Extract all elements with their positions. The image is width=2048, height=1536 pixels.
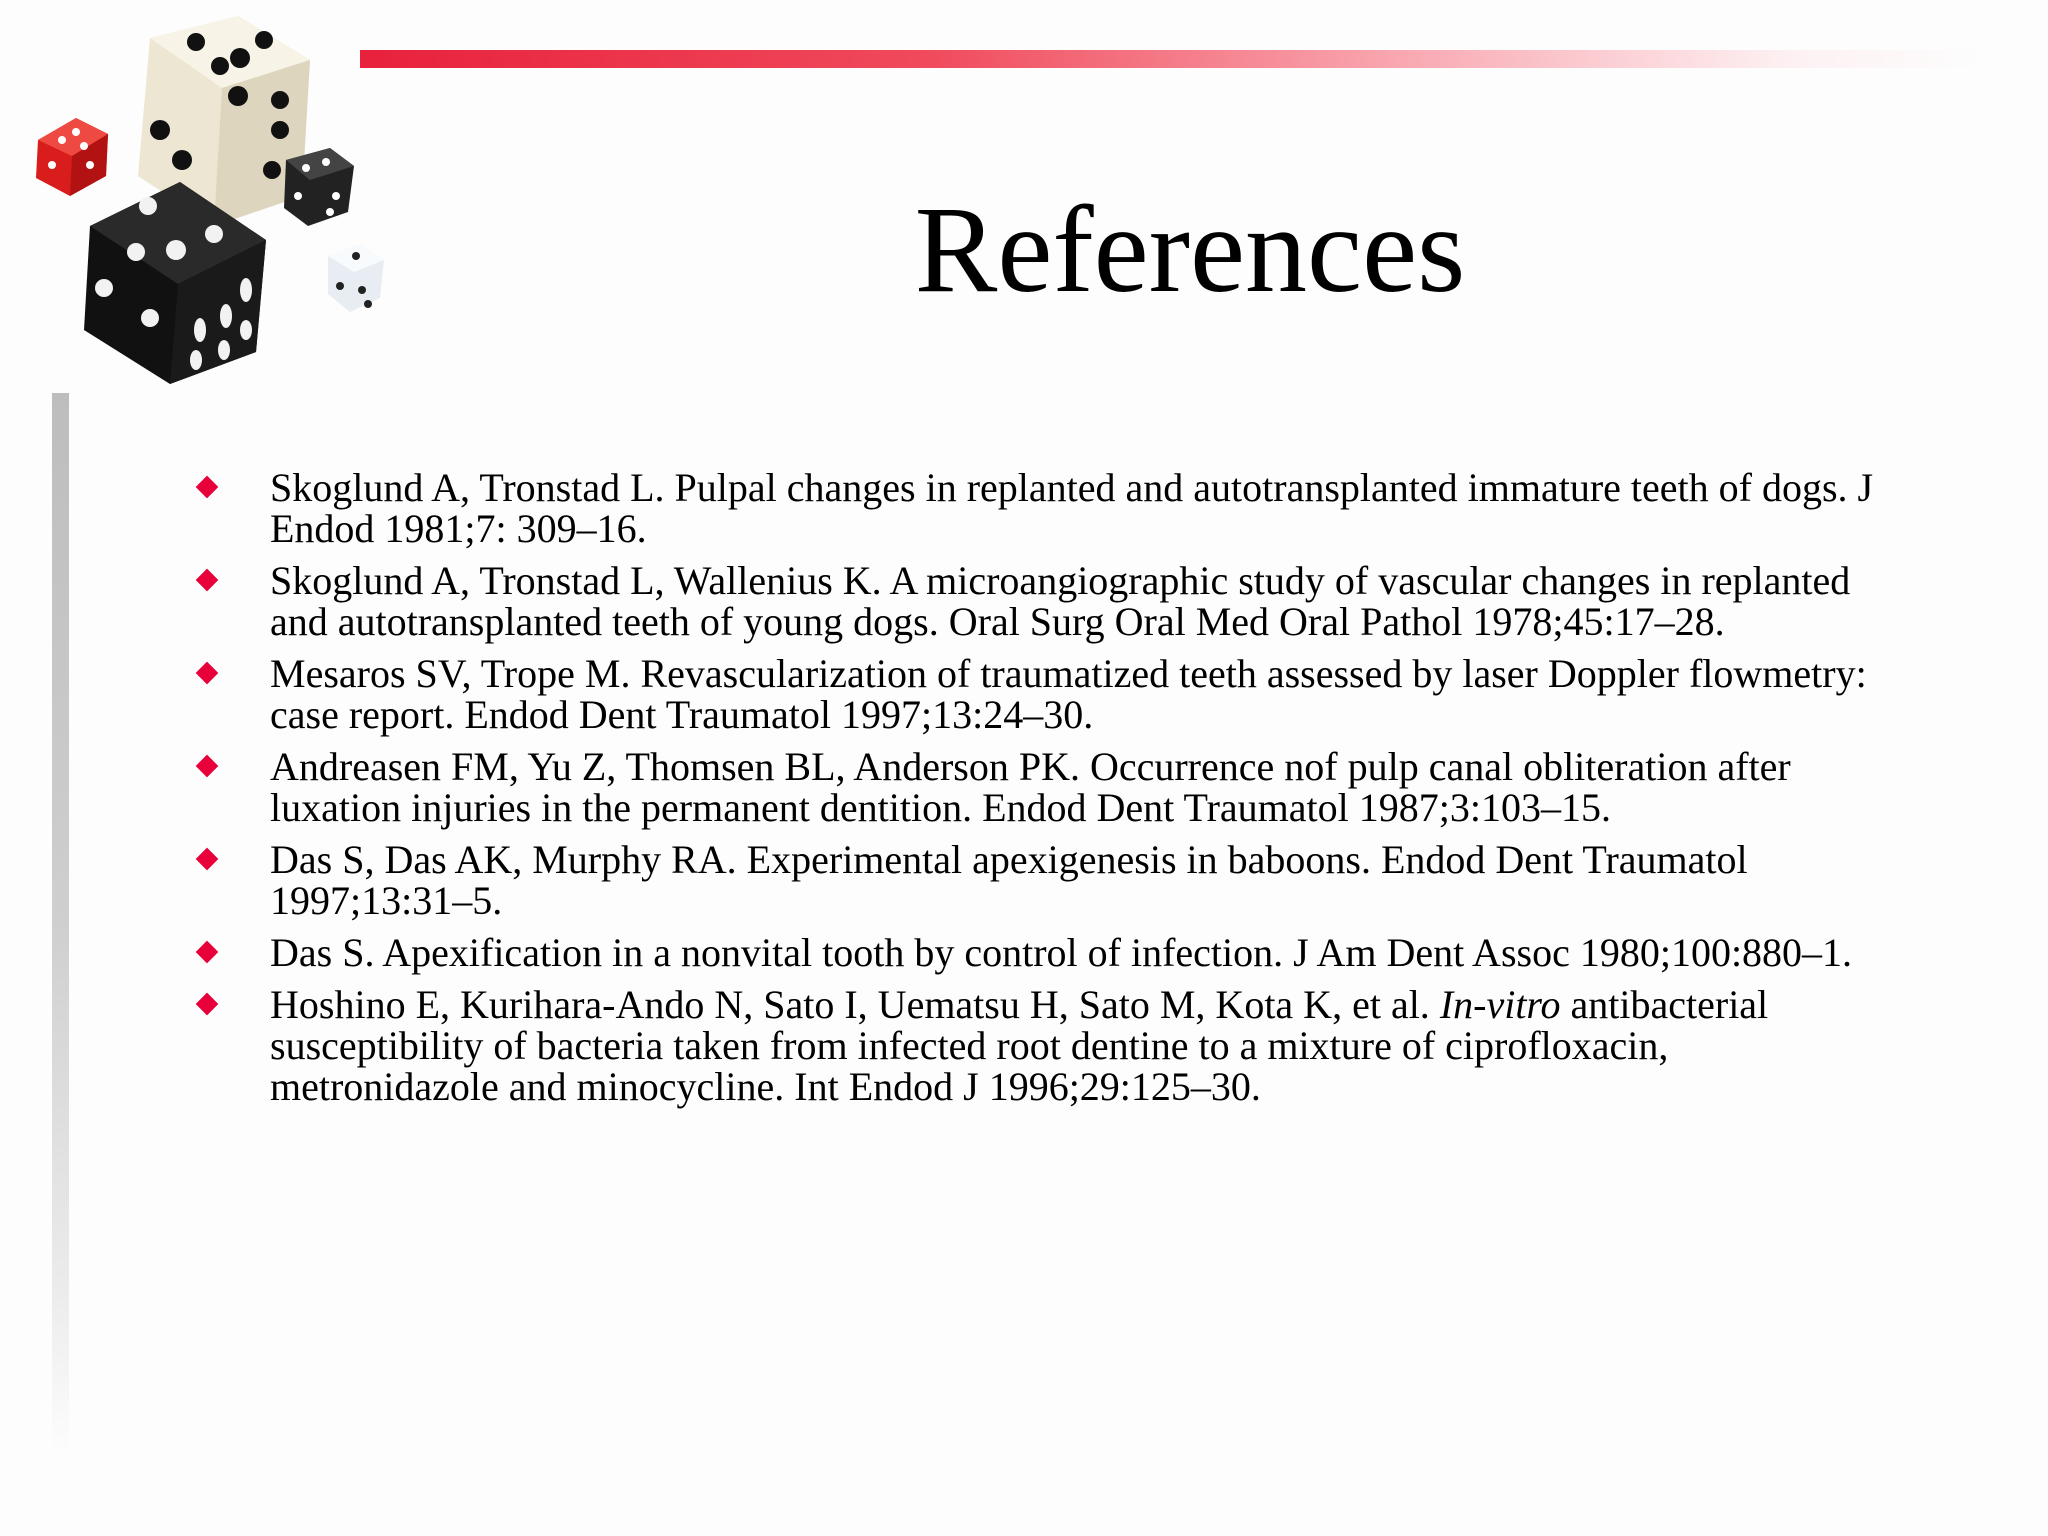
- slide-title: References: [914, 181, 1466, 318]
- reference-item: [190, 839, 1900, 921]
- reference-text-italic: In-vitro: [1439, 982, 1561, 1027]
- reference-item: [190, 653, 1900, 735]
- reference-item: [190, 984, 1900, 1107]
- reference-item: [190, 932, 1900, 973]
- diamond-bullet-icon: [196, 993, 219, 1016]
- reference-text: Skoglund A, Tronstad L, Wallenius K. A microangiographic study of vascular changes in replanted and autotransplanted teeth of young dogs. Oral Surg Oral Med Oral Pathol 1978;45:17–28.: [270, 558, 1851, 644]
- small-white-die: [328, 244, 384, 312]
- diamond-bullet-icon: [196, 848, 219, 871]
- reference-text: Das S. Apexification in a nonvital tooth by control of infection. J Am Dent Assoc 1980;100:880–1.: [270, 930, 1853, 975]
- reference-item: [190, 560, 1900, 642]
- reference-list: [190, 467, 1900, 1118]
- diamond-bullet-icon: [196, 941, 219, 964]
- small-black-die: [284, 148, 354, 226]
- diamond-bullet-icon: [196, 662, 219, 685]
- decorative-side-bar: [52, 393, 69, 1453]
- diamond-bullet-icon: [196, 476, 219, 499]
- reference-item: [190, 746, 1900, 828]
- diamond-bullet-icon: [196, 755, 219, 778]
- diamond-bullet-icon: [196, 569, 219, 592]
- red-die: [36, 118, 108, 196]
- reference-text-end: antibacterial susceptibility of bacteria taken from infected root dentine to a mixture of ciprofloxacin, metronidazole and minocycline. Int Endod J 1996;29:125–30.: [270, 982, 1769, 1109]
- dice-icon: [10, 0, 410, 400]
- reference-text: Das S, Das AK, Murphy RA. Experimental apexigenesis in baboons. Endod Dent Traumatol 1997;13:31–5.: [270, 837, 1748, 923]
- reference-item: [190, 467, 1900, 549]
- reference-text: Skoglund A, Tronstad L. Pulpal changes in replanted and autotransplanted immature teeth of dogs. J Endod 1981;7: 309–16.: [270, 465, 1874, 551]
- decorative-top-bar: [360, 50, 1980, 68]
- reference-text: Mesaros SV, Trope M. Revascularization of traumatized teeth assessed by laser Doppler flowmetry: case report. Endod Dent Traumatol 1997;13:24–30.: [270, 651, 1867, 737]
- reference-text: [270, 982, 1768, 1109]
- reference-text: Andreasen FM, Yu Z, Thomsen BL, Anderson PK. Occurrence nof pulp canal obliteration after luxation injuries in the permanent dentition. Endod Dent Traumatol 1987;3:103–15.: [270, 744, 1791, 830]
- reference-text-start: Hoshino E, Kurihara-Ando N, Sato I, Uematsu H, Sato M, Kota K, et al.: [270, 982, 1440, 1027]
